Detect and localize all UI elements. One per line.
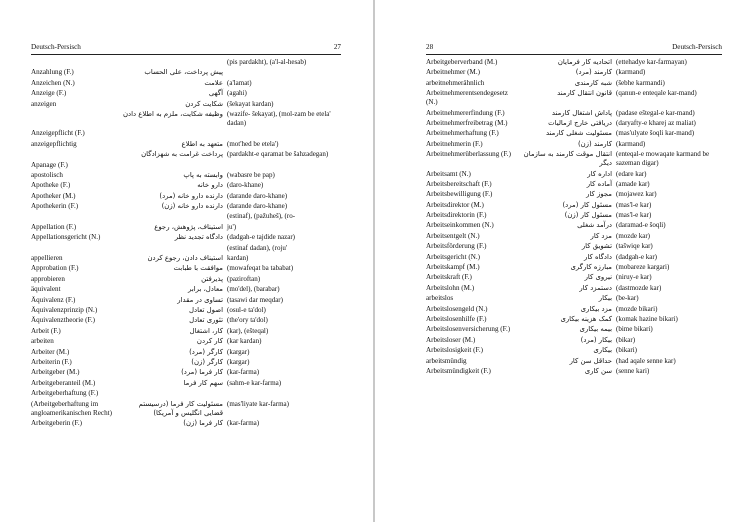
german-term: Approbation (F.) <box>31 264 79 273</box>
german-term: arbeitslos <box>426 294 454 303</box>
running-header <box>31 42 341 52</box>
transliteration: (daryafty-e kharej az maliat) <box>616 118 696 127</box>
transliteration: ju') <box>227 222 237 231</box>
persian-translation: حداقل سن کار <box>569 356 612 365</box>
persian-translation: انتقال موقت کارمند به سازمان دیگر <box>523 150 612 168</box>
persian-translation: تئوری تعادل <box>189 316 223 325</box>
german-term: Arbeit (F.) <box>31 326 61 335</box>
transliteration: (mowafeqat ba tababat) <box>227 264 294 273</box>
transliteration: (mot'hed be etela') <box>227 139 279 148</box>
persian-translation: پرداخت غرامت به شهزادگان <box>141 150 223 159</box>
persian-translation: کمک هزینه بیکاری <box>560 314 612 323</box>
german-term: (Arbeitgeberhaftung im angloamerikanischen Recht) <box>31 399 112 417</box>
dictionary-entries <box>426 58 722 377</box>
german-term: Arbeitsbereitschaft (F.) <box>426 179 492 188</box>
dictionary-entry <box>426 242 722 251</box>
transliteration: (osul-e ta'dol) <box>227 305 266 314</box>
dictionary-entry <box>426 284 722 293</box>
dictionary-entry <box>426 119 722 128</box>
persian-translation: نیروی کار <box>584 273 612 282</box>
german-term: Arbeitgeberanteil (M.) <box>31 378 96 387</box>
transliteration: (karmand) <box>616 68 646 77</box>
german-term: Arbeitgeberin (F.) <box>31 418 83 427</box>
german-term: Arbeitnehmerentsendegesetz (N.) <box>426 89 508 107</box>
persian-translation: مسئول کار (زن) <box>564 211 612 220</box>
transliteration: (kar-farma) <box>227 368 260 377</box>
transliteration: (daro-khane) <box>227 181 264 190</box>
transliteration: (ettehadye kar-farmayan) <box>616 58 687 66</box>
dictionary-entry <box>426 263 722 272</box>
transliteration: (agahi) <box>227 89 247 98</box>
german-term: Arbeitslosengeld (N.) <box>426 304 488 313</box>
dictionary-entry <box>31 296 341 305</box>
german-term: Arbeitnehmerfreibetrag (M.) <box>426 118 508 127</box>
dictionary-entry <box>426 273 722 282</box>
dictionary-entry <box>31 79 341 88</box>
german-term: Arbeitnehmerin (F.) <box>426 139 483 148</box>
persian-translation: بیکاری <box>593 346 612 355</box>
transliteration: (wabasre be pap) <box>227 170 275 179</box>
persian-translation: کار فرما (مرد) <box>181 368 223 377</box>
german-term: Anzeige (F.) <box>31 89 67 98</box>
transliteration: (sahm-e kar-farma) <box>227 378 282 387</box>
dictionary-entry <box>31 275 341 284</box>
dictionary-entry <box>31 389 341 398</box>
dictionary-entry <box>31 254 341 263</box>
persian-translation: آماده کار <box>586 179 612 188</box>
german-term: approbieren <box>31 274 65 283</box>
transliteration: (mo'del), (barabar) <box>227 285 280 294</box>
persian-translation: استیناف، پژوهش، رجوع <box>154 222 223 231</box>
dictionary-entry <box>31 89 341 98</box>
persian-translation: مزد کار <box>590 231 612 240</box>
dictionary-entry <box>31 223 341 232</box>
german-term: Äquivalenzprinzip (N.) <box>31 305 98 314</box>
persian-translation: وظیفه شکایت، ملزم به اطلاع دادن <box>123 109 223 118</box>
persian-translation: دارنده دارو خانه (زن) <box>161 202 223 211</box>
persian-translation: بیکار <box>598 294 612 303</box>
german-term: Arbeitslohn (M.) <box>426 283 475 292</box>
dictionary-entry <box>31 337 341 346</box>
transliteration: (mozde kar) <box>616 231 651 240</box>
german-term: Apanage (F.) <box>31 160 68 169</box>
german-term: Apothekerin (F.) <box>31 202 79 211</box>
transliteration: (be-kar) <box>616 294 639 303</box>
dictionary-entry <box>426 315 722 324</box>
dictionary-entry <box>426 336 722 345</box>
dictionary-entry <box>31 68 341 77</box>
transliteration: (mas'l-e kar) <box>616 211 652 220</box>
transliteration: (bime bikari) <box>616 325 653 334</box>
header-rule <box>426 54 722 55</box>
dictionary-entry <box>426 68 722 77</box>
german-term: arbeiten <box>31 337 54 346</box>
dictionary-entry <box>31 327 341 336</box>
german-term: Arbeitsdirektor (M.) <box>426 200 484 209</box>
dictionary-entry <box>31 181 341 190</box>
german-term: Äquivalenztheorie (F.) <box>31 316 96 325</box>
german-term: Arbeitnehmer (M.) <box>426 68 480 77</box>
persian-translation: کارمند (زن) <box>577 139 612 148</box>
dictionary-entry <box>31 110 341 128</box>
dictionary-entry <box>31 285 341 294</box>
german-term: Arbeitsförderung (F.) <box>426 242 487 251</box>
german-term: Arbeitsamt (N.) <box>426 169 471 178</box>
dictionary-entry <box>31 58 341 67</box>
transliteration: (tašwiqe kar) <box>616 242 653 251</box>
transliteration: (dadgah-e tajdide nazar) <box>227 233 296 242</box>
transliteration: (bikar) <box>616 335 636 344</box>
dictionary-entry <box>426 180 722 189</box>
dictionary-entry <box>426 253 722 262</box>
persian-translation: مجوز کار <box>586 190 612 199</box>
header-title: Deutsch-Persisch <box>31 43 81 51</box>
transliteration: (mojawez kar) <box>616 190 657 199</box>
transliteration: (estinaf), (pažuheš), (ro- <box>227 212 296 221</box>
transliteration: (darande daro-khane) <box>227 202 288 211</box>
dictionary-entry <box>31 100 341 109</box>
persian-translation: مزد بیکاری <box>580 304 612 313</box>
persian-translation: وابسته به پاپ <box>183 170 223 179</box>
running-header <box>426 42 722 52</box>
dictionary-entry <box>426 150 722 168</box>
transliteration: (dadgah-e kar) <box>616 252 658 261</box>
transliteration: (padase eštegal-e kar-mand) <box>616 108 695 117</box>
transliteration: (amade kar) <box>616 179 650 188</box>
persian-translation: پاداش اشتغال کارمند <box>551 108 612 117</box>
persian-translation: کار فرما (زن) <box>183 418 223 427</box>
persian-translation: اداره کار <box>587 169 612 178</box>
persian-translation: سن کاری <box>584 366 612 375</box>
header-rule <box>31 54 341 55</box>
transliteration: (šebhe karmandi) <box>616 78 665 87</box>
persian-translation: بیکار (مرد) <box>580 335 612 344</box>
transliteration: (the'ory ta'dol) <box>227 316 268 325</box>
german-term: Arbeiterin (F.) <box>31 357 72 366</box>
german-term: Arbeitslosigkeit (F.) <box>426 346 483 355</box>
transliteration: (a'lamat) <box>227 78 252 87</box>
transliteration: (qanun-e enteqale kar-mand) <box>616 89 697 98</box>
transliteration: (mas'liyate kar-farma) <box>227 399 289 408</box>
german-term: arbeitsmündig <box>426 356 467 365</box>
german-term: Arbeitgeberhaftung (F.) <box>31 389 99 398</box>
transliteration: (paziroftan) <box>227 274 261 283</box>
persian-translation: متعهد به اطلاع <box>181 139 223 148</box>
transliteration: (darande daro-khane) <box>227 191 288 200</box>
transliteration: (enteqal-e mowaqate karmand be sazeman digar) <box>616 150 710 168</box>
left-page <box>0 0 373 522</box>
dictionary-entry <box>31 379 341 388</box>
dictionary-entry <box>426 201 722 210</box>
persian-translation: مبارزه کارگری <box>570 263 612 272</box>
transliteration: (wazife- šekayat), (mol-zam be etela' dadan) <box>227 109 331 127</box>
dictionary-entry <box>31 316 341 325</box>
dictionary-entry <box>31 400 341 418</box>
dictionary-entries <box>31 58 341 429</box>
persian-translation: دریافتی خارج ازمالیات <box>548 118 612 127</box>
dictionary-entry <box>31 171 341 180</box>
dictionary-entry <box>31 348 341 357</box>
transliteration: (tasawi dar meqdar) <box>227 295 283 304</box>
dictionary-entry <box>31 419 341 428</box>
german-term: Arbeitgeber (M.) <box>31 368 80 377</box>
persian-translation: قانون انتقال کارمند <box>557 89 612 98</box>
persian-translation: مسئول کار (مرد) <box>562 200 612 209</box>
german-term: Arbeitslosenversicherung (F.) <box>426 325 511 334</box>
dictionary-entry <box>31 306 341 315</box>
german-term: arbeitnehmerähnlich <box>426 78 485 87</box>
dictionary-entry <box>426 129 722 138</box>
transliteration: (edare kar) <box>616 169 647 178</box>
persian-translation: تشویق کار <box>581 242 612 251</box>
german-term: anzeigepflichtig <box>31 139 77 148</box>
german-term: Arbeitnehmererfindung (F.) <box>426 108 505 117</box>
dictionary-entry <box>426 58 722 67</box>
dictionary-entry <box>31 202 341 211</box>
dictionary-entry <box>426 305 722 314</box>
persian-translation: پذیرفتن <box>201 274 223 283</box>
persian-translation: دارنده دارو خانه (مرد) <box>159 191 223 200</box>
transliteration: (komak hazine bikari) <box>616 314 678 323</box>
transliteration: (kargar) <box>227 347 250 356</box>
dictionary-entry <box>31 129 341 138</box>
german-term: Appellationsgericht (N.) <box>31 233 101 242</box>
dictionary-entry <box>426 325 722 334</box>
dictionary-entry <box>426 221 722 230</box>
persian-translation: کار، اشتغال <box>189 326 223 335</box>
persian-translation: سهم کار فرما <box>183 378 223 387</box>
persian-translation: پیش پرداخت، علی الحساب <box>144 68 223 77</box>
german-term: appellieren <box>31 254 63 263</box>
transliteration: (kargar) <box>227 357 250 366</box>
persian-translation: بیمه بیکاری <box>579 325 612 334</box>
persian-translation: کار کردن <box>196 337 223 346</box>
dictionary-entry <box>31 140 341 149</box>
transliteration: (niruy-e kar) <box>616 273 652 282</box>
dictionary-entry <box>31 161 341 170</box>
transliteration: (pardakht-e qaramat be šahzadegan) <box>227 150 329 159</box>
header-title: Deutsch-Persisch <box>672 43 722 51</box>
dictionary-entry <box>31 264 341 273</box>
german-term: Arbeitnehmerüberlassung (F.) <box>426 150 511 159</box>
persian-translation: معادل، برابر <box>188 285 223 294</box>
persian-translation: اصول تعادل <box>189 305 223 314</box>
persian-translation: کارگر (مرد) <box>189 347 223 356</box>
german-term: Arbeitsbewilligung (F.) <box>426 190 493 199</box>
german-term: Anzeigepflicht (F.) <box>31 129 85 138</box>
dictionary-entry <box>426 357 722 366</box>
dictionary-entry <box>426 232 722 241</box>
persian-translation: دادگاه تجدید نظر <box>174 233 223 242</box>
german-term: Arbeitnehmerhaftung (F.) <box>426 129 499 138</box>
persian-translation: درآمد شغلی <box>577 221 612 230</box>
dictionary-entry <box>426 140 722 149</box>
german-term: Anzahlung (F.) <box>31 68 74 77</box>
dictionary-entry <box>31 368 341 377</box>
persian-translation: استیناف دادن، رجوع کردن <box>147 254 223 263</box>
transliteration: (mas'ulyate šoqli kar-mand) <box>616 129 695 138</box>
german-term: Äquivalenz (F.) <box>31 295 76 304</box>
dictionary-entry <box>426 211 722 220</box>
transliteration: (karmand) <box>616 139 646 148</box>
transliteration: (šekayat kardan) <box>227 99 274 108</box>
german-term: Arbeitsloser (M.) <box>426 335 476 344</box>
transliteration: (kar-farma) <box>227 418 260 427</box>
transliteration: (mas'l-e kar) <box>616 200 652 209</box>
dictionary-entry <box>31 192 341 201</box>
persian-translation: شکایت کردن <box>185 99 223 108</box>
transliteration: (kar), (ešteqal) <box>227 326 269 335</box>
persian-translation: دارو خانه <box>197 181 223 190</box>
german-term: Arbeitseinkommen (N.) <box>426 221 494 230</box>
german-term: apostolisch <box>31 170 63 179</box>
transliteration: (had aqale senne kar) <box>616 356 676 365</box>
dictionary-entry <box>31 150 341 159</box>
german-term: Arbeitskampf (M.) <box>426 263 480 272</box>
dictionary-entry <box>426 367 722 376</box>
page-number: 28 <box>426 43 434 51</box>
dictionary-entry <box>31 233 341 242</box>
persian-translation: مسئولیت کار فرما (درسیستم قضایی انگلیس و آمریکا) <box>138 399 223 417</box>
german-term: Apotheker (M.) <box>31 191 76 200</box>
dictionary-entry <box>426 170 722 179</box>
persian-translation: دادگاه کار <box>584 252 612 261</box>
persian-translation: کارمند (مرد) <box>575 68 612 77</box>
dictionary-entry <box>31 212 341 221</box>
persian-translation: مسئولیت شغلی کارمند <box>545 129 612 138</box>
german-term: anzeigen <box>31 99 57 108</box>
persian-translation: علامت <box>204 78 223 87</box>
transliteration: (estinaf dadan), (roju' <box>227 243 288 252</box>
persian-translation: اتحادیه کار فرمایان <box>557 58 612 66</box>
german-term: Arbeiter (M.) <box>31 347 70 356</box>
german-term: Arbeitgeberverband (M.) <box>426 58 498 66</box>
page-number: 27 <box>333 43 341 51</box>
persian-translation: کارگر (زن) <box>191 357 223 366</box>
transliteration: kardan) <box>227 254 249 263</box>
transliteration: (kar kardan) <box>227 337 262 346</box>
persian-translation: شبه کارمندی <box>574 78 612 87</box>
dictionary-entry <box>426 109 722 118</box>
right-page <box>375 0 748 522</box>
transliteration: (mobareze kargari) <box>616 263 670 272</box>
dictionary-entry <box>31 358 341 367</box>
transliteration: (daramad-e šoqli) <box>616 221 666 230</box>
german-term: Appellation (F.) <box>31 222 77 231</box>
transliteration: (mozde bikari) <box>616 304 658 313</box>
dictionary-entry <box>31 244 341 253</box>
persian-translation: آگهی <box>208 89 223 98</box>
persian-translation: موافقت با طبابت <box>173 264 223 273</box>
persian-translation: تساوی در مقدار <box>177 295 223 304</box>
german-term: Arbeitsmündigkeit (F.) <box>426 366 491 375</box>
german-term: Arbeitslosenhilfe (F.) <box>426 314 487 323</box>
persian-translation: دستمزد کار <box>579 283 612 292</box>
german-term: Apotheke (F.) <box>31 181 71 190</box>
dictionary-entry <box>426 190 722 199</box>
transliteration: (pis pardakht), (a'l-al-hesab) <box>227 58 307 66</box>
dictionary-entry <box>426 79 722 88</box>
transliteration: (bikari) <box>616 346 637 355</box>
german-term: Arbeitsentgelt (N.) <box>426 231 480 240</box>
dictionary-entry <box>426 89 722 107</box>
german-term: Arbeitskraft (F.) <box>426 273 472 282</box>
german-term: äquivalent <box>31 285 61 294</box>
dictionary-entry <box>426 346 722 355</box>
german-term: Arbeitsdirektorin (F.) <box>426 211 487 220</box>
transliteration: (senne kari) <box>616 366 650 375</box>
german-term: Anzeichen (N.) <box>31 78 75 87</box>
transliteration: (dastmozde kar) <box>616 283 662 292</box>
dictionary-entry <box>426 294 722 303</box>
german-term: Arbeitsgericht (N.) <box>426 252 480 261</box>
